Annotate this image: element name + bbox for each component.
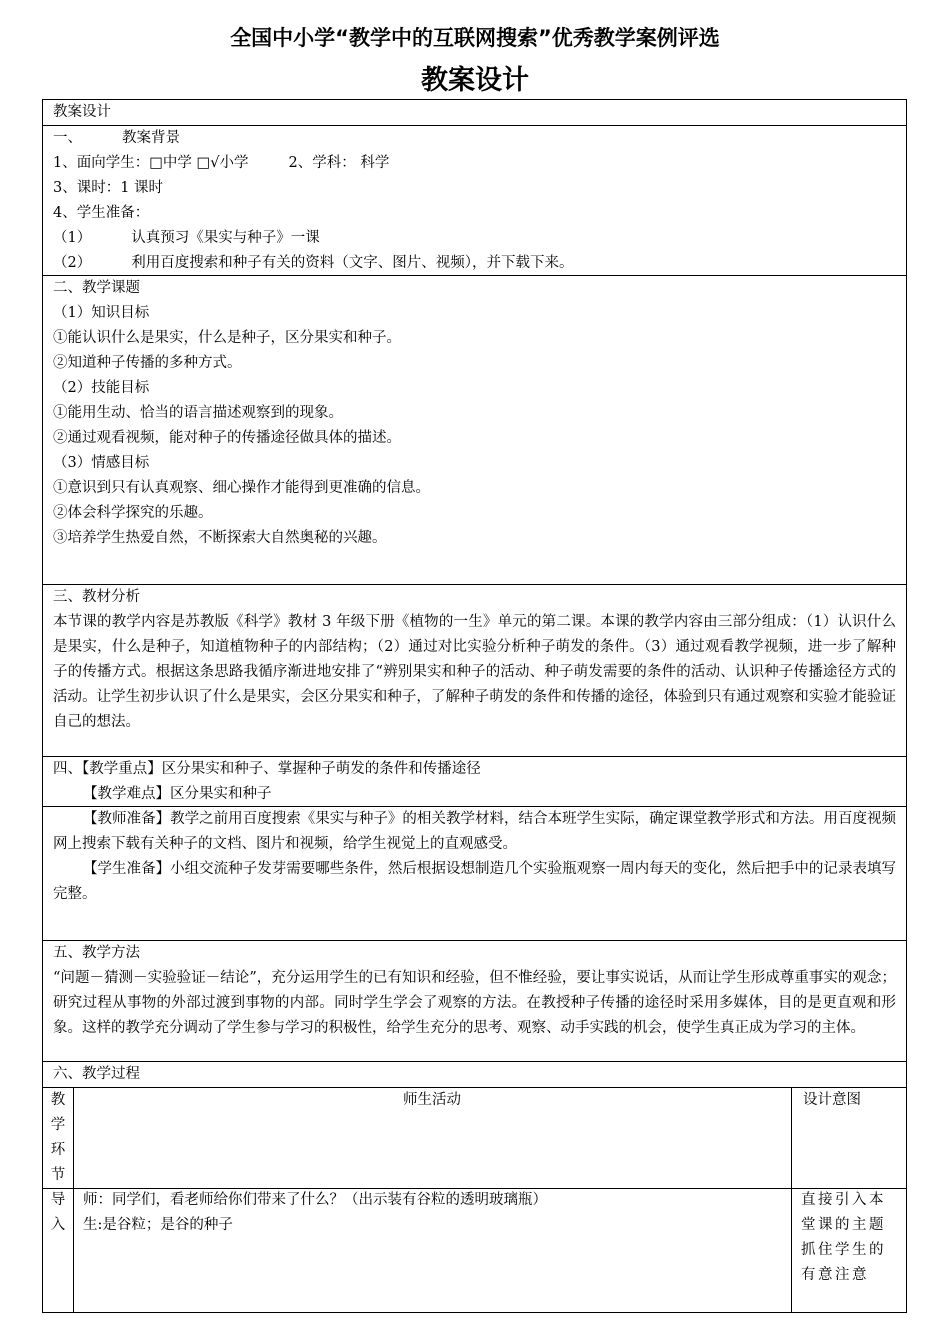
- method-paragraph: “问题－猜测－实验验证－结论”，充分运用学生的已有知识和经验，但不惟经验，要让事实说话，从而让学生形成尊重事实的观念；研究过程从事物的外部过渡到事物的内部。同时学生学会了观察的方法。在教授种子传播的途径时采用多媒体，目的是更直观和形象。这样的教学充分调动了学生参与学习的积极性，给学生充分的思考、观察、动手实践的机会，使学生真正成为学习的主体。: [53, 970, 896, 1036]
- section-heading: 二、教学课题: [53, 280, 140, 296]
- objective-heading: （3）情感目标: [53, 455, 150, 471]
- objective-item: ③培养学生热爱自然，不断探索大自然奥秘的兴趣。: [53, 530, 387, 546]
- section-material-analysis: [43, 585, 906, 757]
- student-preparation: 【学生准备】小组交流种子发芽需要哪些条件，然后根据设想制造几个实验瓶观察一周内每天的变化，然后把手中的记录表填写完整。: [53, 861, 896, 902]
- audience-checkboxes: □中学 □√小学: [149, 155, 249, 171]
- key-point: 四、【教学重点】区分果实和种子、掌握种子萌发的条件和传播途径: [53, 761, 481, 777]
- lesson-hours: 3、课时：1 课时: [53, 180, 164, 196]
- section-teaching-process: [43, 1062, 906, 1088]
- student-prep-label: 4、学生准备：: [53, 205, 150, 221]
- objective-item: ①能认识什么是果实，什么是种子，区分果实和种子。: [53, 330, 401, 346]
- objective-heading: （1）知识目标: [53, 305, 150, 321]
- section-background: [43, 126, 906, 276]
- section-heading: 五、教学方法: [53, 945, 140, 961]
- section-preparation: [43, 807, 906, 941]
- column-divider: [73, 1088, 74, 1312]
- objective-item: ②体会科学探究的乐趣。: [53, 505, 213, 521]
- document-subtitle: 教案设计: [421, 65, 529, 96]
- objective-item: ②知道种子传播的多种方式。: [53, 355, 242, 371]
- stage-column-header: 教 学 环 节: [50, 1092, 66, 1183]
- process-table: [43, 1088, 906, 1312]
- audience-subject-line: 1、面向学生：□中学 □√小学 2、学科： 科学: [53, 155, 390, 171]
- section-teaching-method: [43, 941, 906, 1062]
- prep-item: （2） 利用百度搜索和种子有关的资料（文字、图片、视频），并下载下来。: [53, 255, 574, 271]
- table-label-row: [43, 100, 906, 126]
- column-divider: [791, 1088, 792, 1312]
- table-label: 教案设计: [53, 104, 111, 120]
- activity-line: 师：同学们，看老师给你们带来了什么？（出示装有谷粒的透明玻璃瓶）: [83, 1192, 547, 1208]
- activity-column-header: 师生活动: [403, 1092, 461, 1108]
- objective-heading: （2）技能目标: [53, 380, 150, 396]
- objective-item: ①意识到只有认真观察、细心操作才能得到更准确的信息。: [53, 480, 430, 496]
- section-heading: 一、 教案背景: [53, 130, 180, 146]
- section-heading: 三、教材分析: [53, 589, 140, 605]
- teacher-preparation: 【教师准备】教学之前用百度搜索《果实与种子》的相关教学材料，结合本班学生实际，确定课堂教学形式和方法。用百度视频网上搜索下载有关种子的文档、图片和视频，给学生视觉上的直观感受。: [53, 811, 896, 852]
- document-title: 全国中小学“教学中的互联网搜索”优秀教学案例评选: [230, 26, 720, 50]
- intent-cell: 直接引入本 堂课的主题 抓住学生的 有意注意: [801, 1192, 886, 1283]
- objective-item: ①能用生动、恰当的语言描述观察到的现象。: [53, 405, 343, 421]
- difficulty-point: 【教学难点】区分果实和种子: [83, 786, 272, 802]
- prep-item: （1） 认真预习《果实与种子》一课: [53, 230, 320, 246]
- section-heading: 六、教学过程: [53, 1066, 140, 1082]
- objective-item: ②通过观看视频，能对种子的传播途径做具体的描述。: [53, 430, 401, 446]
- section-key-points: [43, 757, 906, 807]
- intent-column-header: 设计意图: [803, 1092, 861, 1108]
- activity-line: 生:是谷粒；是谷的种子: [83, 1217, 233, 1233]
- section-objectives: [43, 276, 906, 585]
- analysis-paragraph: 本节课的教学内容是苏教版《科学》教材 3 年级下册《植物的一生》单元的第二课。本课的教学内容由三部分组成：（1）认识什么是果实，什么是种子，知道植物种子的内部结构；（2）通过对比实验分析种子萌发的条件。（3）通过观看教学视频，进一步了解种子的传播方式。根据这条思路我循序渐进地安排了“辨别果实和种子的活动、种子萌发需要的条件的活动、认识种子传播途径方式的活动。让学生初步认识了什么是果实，会区分果实和种子，了解种子萌发的条件和传播的途径，体验到只有通过观察和实验才能验证自己的想法。: [53, 614, 896, 730]
- lesson-plan-table: [42, 99, 907, 1313]
- activity-cell: [83, 1188, 783, 1238]
- stage-cell: 导 入: [50, 1192, 66, 1233]
